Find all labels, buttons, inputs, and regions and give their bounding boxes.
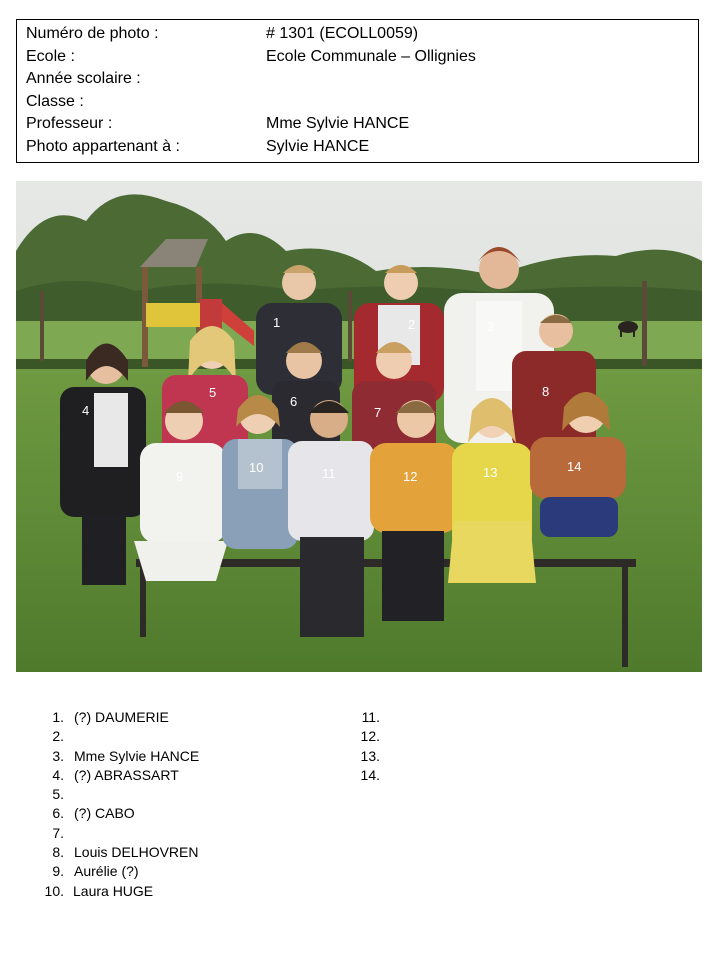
list-item-name: Louis DELHOVREN (74, 844, 199, 861)
class-photo-illustration (16, 181, 702, 672)
list-item-name: (?) DAUMERIE (74, 709, 169, 725)
list-item-name: Laura HUGE (73, 882, 154, 899)
info-label: Classe : (26, 92, 84, 110)
list-item-number: 14. (360, 766, 380, 783)
photo-number-label: 3 (487, 319, 495, 334)
list-item (42, 882, 322, 901)
photo-number-label: 11 (322, 466, 336, 481)
list-item-name: Aurélie (?) (74, 863, 139, 880)
list-item-number: 13. (360, 747, 380, 764)
list-item-number: 2. (52, 728, 64, 745)
photo-number-label: 6 (290, 394, 298, 409)
list-item (42, 785, 322, 804)
photo-number-label: 14 (567, 459, 582, 474)
info-value: Mme Sylvie HANCE (266, 115, 410, 132)
photo-number-label: 1 (273, 315, 281, 330)
list-item-number: 7. (52, 824, 64, 841)
list-item (42, 727, 322, 746)
list-item (358, 727, 558, 746)
photo-number-label: 9 (176, 469, 184, 484)
list-item-number: 9. (52, 863, 64, 880)
list-item-name: Mme Sylvie HANCE (74, 747, 200, 764)
photo-number-label: 5 (209, 385, 217, 400)
list-item-number: 6. (52, 805, 64, 822)
list-item-name: (?) CABO (74, 805, 135, 822)
list-item-number: 1. (52, 709, 64, 725)
list-item-number: 11. (361, 709, 380, 725)
list-item-number: 10. (44, 882, 64, 899)
photo-info-box (16, 19, 699, 163)
names-list-left (42, 708, 322, 901)
list-item (42, 824, 322, 843)
list-item (42, 766, 322, 785)
photo-number-label: 10 (249, 460, 264, 475)
info-label: Année scolaire : (26, 70, 141, 87)
list-item-number: 3. (52, 747, 64, 764)
info-value: Sylvie HANCE (266, 137, 370, 155)
photo-number-label: 2 (408, 317, 416, 332)
list-item (42, 804, 322, 823)
info-value: Ecole Communale – Ollignies (266, 47, 476, 65)
info-label: Photo appartenant à : (26, 137, 180, 155)
class-photo (16, 181, 702, 672)
list-item-number: 8. (52, 844, 64, 861)
photo-number-label: 8 (542, 384, 550, 399)
list-item (42, 747, 322, 766)
list-item-number: 12. (360, 728, 380, 745)
list-item-number: 4. (52, 766, 64, 783)
list-item (42, 708, 322, 727)
info-label: Numéro de photo : (26, 25, 159, 42)
photo-number-label: 13 (483, 465, 498, 480)
info-label: Ecole : (26, 47, 75, 65)
list-item (358, 747, 558, 766)
list-item (358, 708, 558, 727)
list-item-number: 5. (52, 786, 64, 803)
list-item (42, 843, 322, 862)
info-value: # 1301 (ECOLL0059) (266, 25, 419, 42)
list-item (358, 766, 558, 785)
photo-number-label: 12 (403, 469, 418, 484)
info-label: Professeur : (26, 115, 113, 132)
list-item-name: (?) ABRASSART (74, 766, 179, 783)
photo-number-label: 4 (82, 403, 90, 418)
photo-number-label: 7 (374, 405, 382, 420)
list-item (42, 862, 322, 881)
names-list-right (358, 708, 558, 785)
